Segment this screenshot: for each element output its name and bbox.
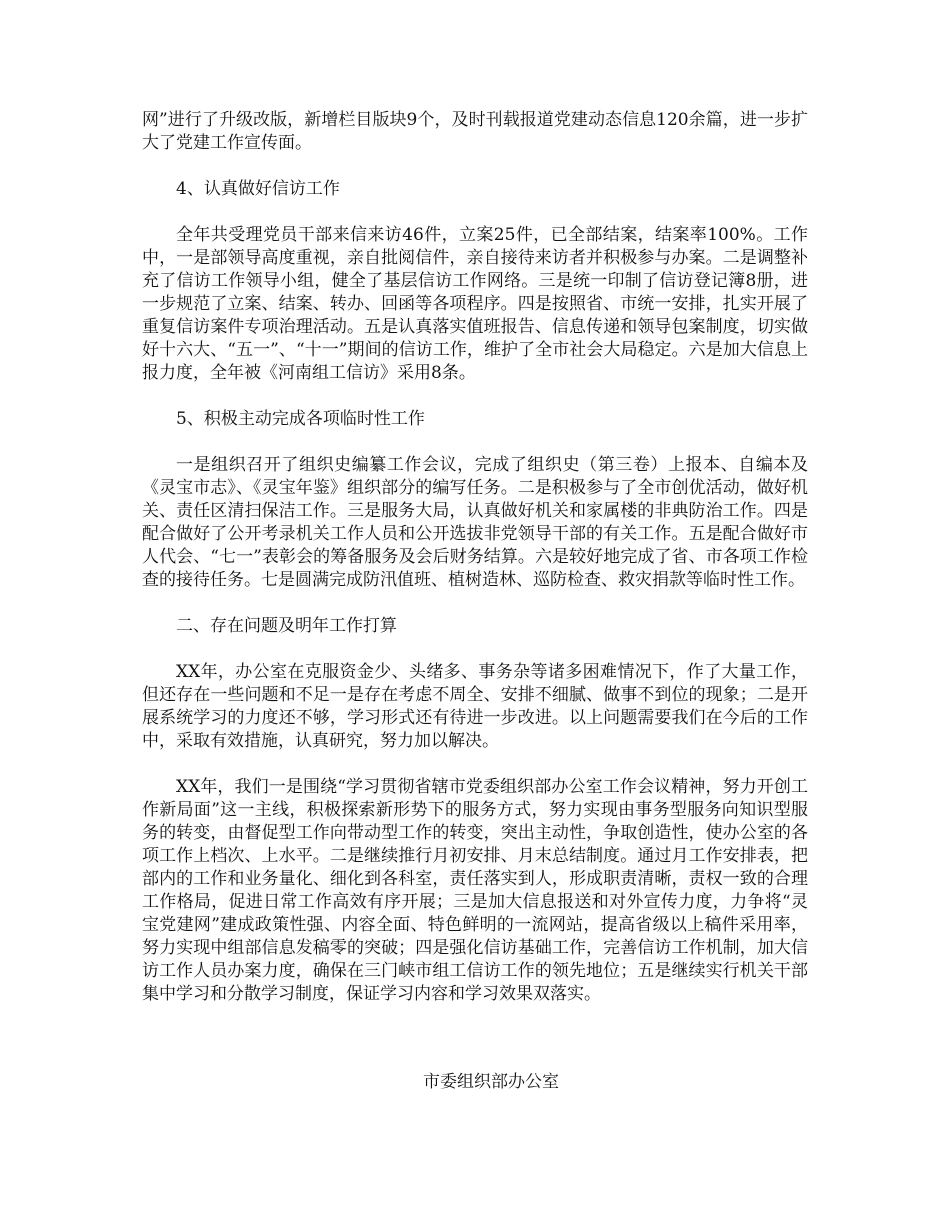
paragraph-intro-continuation: 网”进行了升级改版，新增栏目版块9个，及时刊载报道党建动态信息120余篇，进一步扩大了党建工作宣传面。 <box>142 110 808 153</box>
paragraph-problems: XX年，办公室在克服资金少、头绪多、事务杂等诸多困难情况下，作了大量工作，但还存在一些问题和不足一是存在考虑不周全、安排不细腻、做事不到位的现象；二是开展系统学习的力度还不够，学习形式还有待进一步改进。以上问题需要我们在今后的工作中，采取有效措施，认真研究，努力加以解决。 <box>142 662 808 751</box>
spacer <box>142 431 808 454</box>
paragraph-next-year-plan: XX年，我们一是围绕“学习贯彻省辖市党委组织部办公室工作会议精神，努力开创工作新局面”这一主线，积极探索新形势下的服务方式，努力实现由事务型服务向知识型服务的转变，由督促型工作向带动型工作的转变，突出主动性，争取创造性，使办公室的各项工作上档次、上水平。二是继续推行月初安排、月末总结制度。通过月工作安排表，把部内的工作和业务量化、细化到各科室，责任落实到人，形成职责清晰，责权一致的合理工作格局，促进日常工作高效有序开展；三是加大信息报送和对外宣传力度，力争将“灵宝党建网”建成政策性强、内容全面、特色鲜明的一流网站，提高省级以上稿件采用率，努力实现中组部信息发稿零的突破；四是强化信访基础工作，完善信访工作机制，加大信访工作人员办案力度，确保在三门峡市组工信访工作的领先地位；五是继续实行机关干部集中学习和分散学习制度，保证学习内容和学习效果双落实。 <box>142 777 808 1004</box>
document-body <box>142 109 808 1006</box>
spacer <box>142 753 808 776</box>
heading-temporary-work: 5、积极主动完成各项临时性工作 <box>176 409 425 429</box>
paragraph-petition-work: 全年共受理党员干部来信来访46件，立案25件，已全部结案，结案率100%。工作中，一是部领导高度重视，亲自批阅信件，亲自接待来访者并积极参与办案。二是调整补充了信访工作领导小组，健全了基层信访工作网络。三是统一印制了信访登记簿8册，进一步规范了立案、结案、转办、回函等各项程序。四是按照省、市统一安排，扎实开展了重复信访案件专项治理活动。五是认真落实值班报告、信息传递和领导包案制度，切实做好十六大、“五一”、“十一”期间的信访工作，维护了全市社会大局稳定。六是加大信息上报力度，全年被《河南组工信访》采用8条。 <box>142 225 808 383</box>
spacer <box>142 638 808 661</box>
paragraph-temporary-work: 一是组织召开了组织史编纂工作会议，完成了组织史（第三卷）上报本、自编本及《灵宝市志》、《灵宝年鉴》组织部分的编写任务。二是积极参与了全市创优活动，做好机关、责任区清扫保洁工作。三是服务大局，认真做好机关和家属楼的非典防治工作。四是配合做好了公开考录机关工作人员和公开选拔非党领导干部的有关工作。五是配合做好市人代会、“七一”表彰会的筹备服务及会后财务结算。六是较好地完成了省、市各项工作检查的接待任务。七是圆满完成防汛值班、植树造林、巡防检查、救灾捐款等临时性工作。 <box>142 455 808 590</box>
spacer <box>142 155 808 178</box>
heading-petition-work: 4、认真做好信访工作 <box>176 179 340 199</box>
heading-problems-and-plans: 二、存在问题及明年工作打算 <box>176 616 397 636</box>
spacer <box>142 201 808 224</box>
spacer <box>142 592 808 615</box>
signature-office-name: 市委组织部办公室 <box>423 1072 559 1092</box>
spacer <box>142 385 808 408</box>
